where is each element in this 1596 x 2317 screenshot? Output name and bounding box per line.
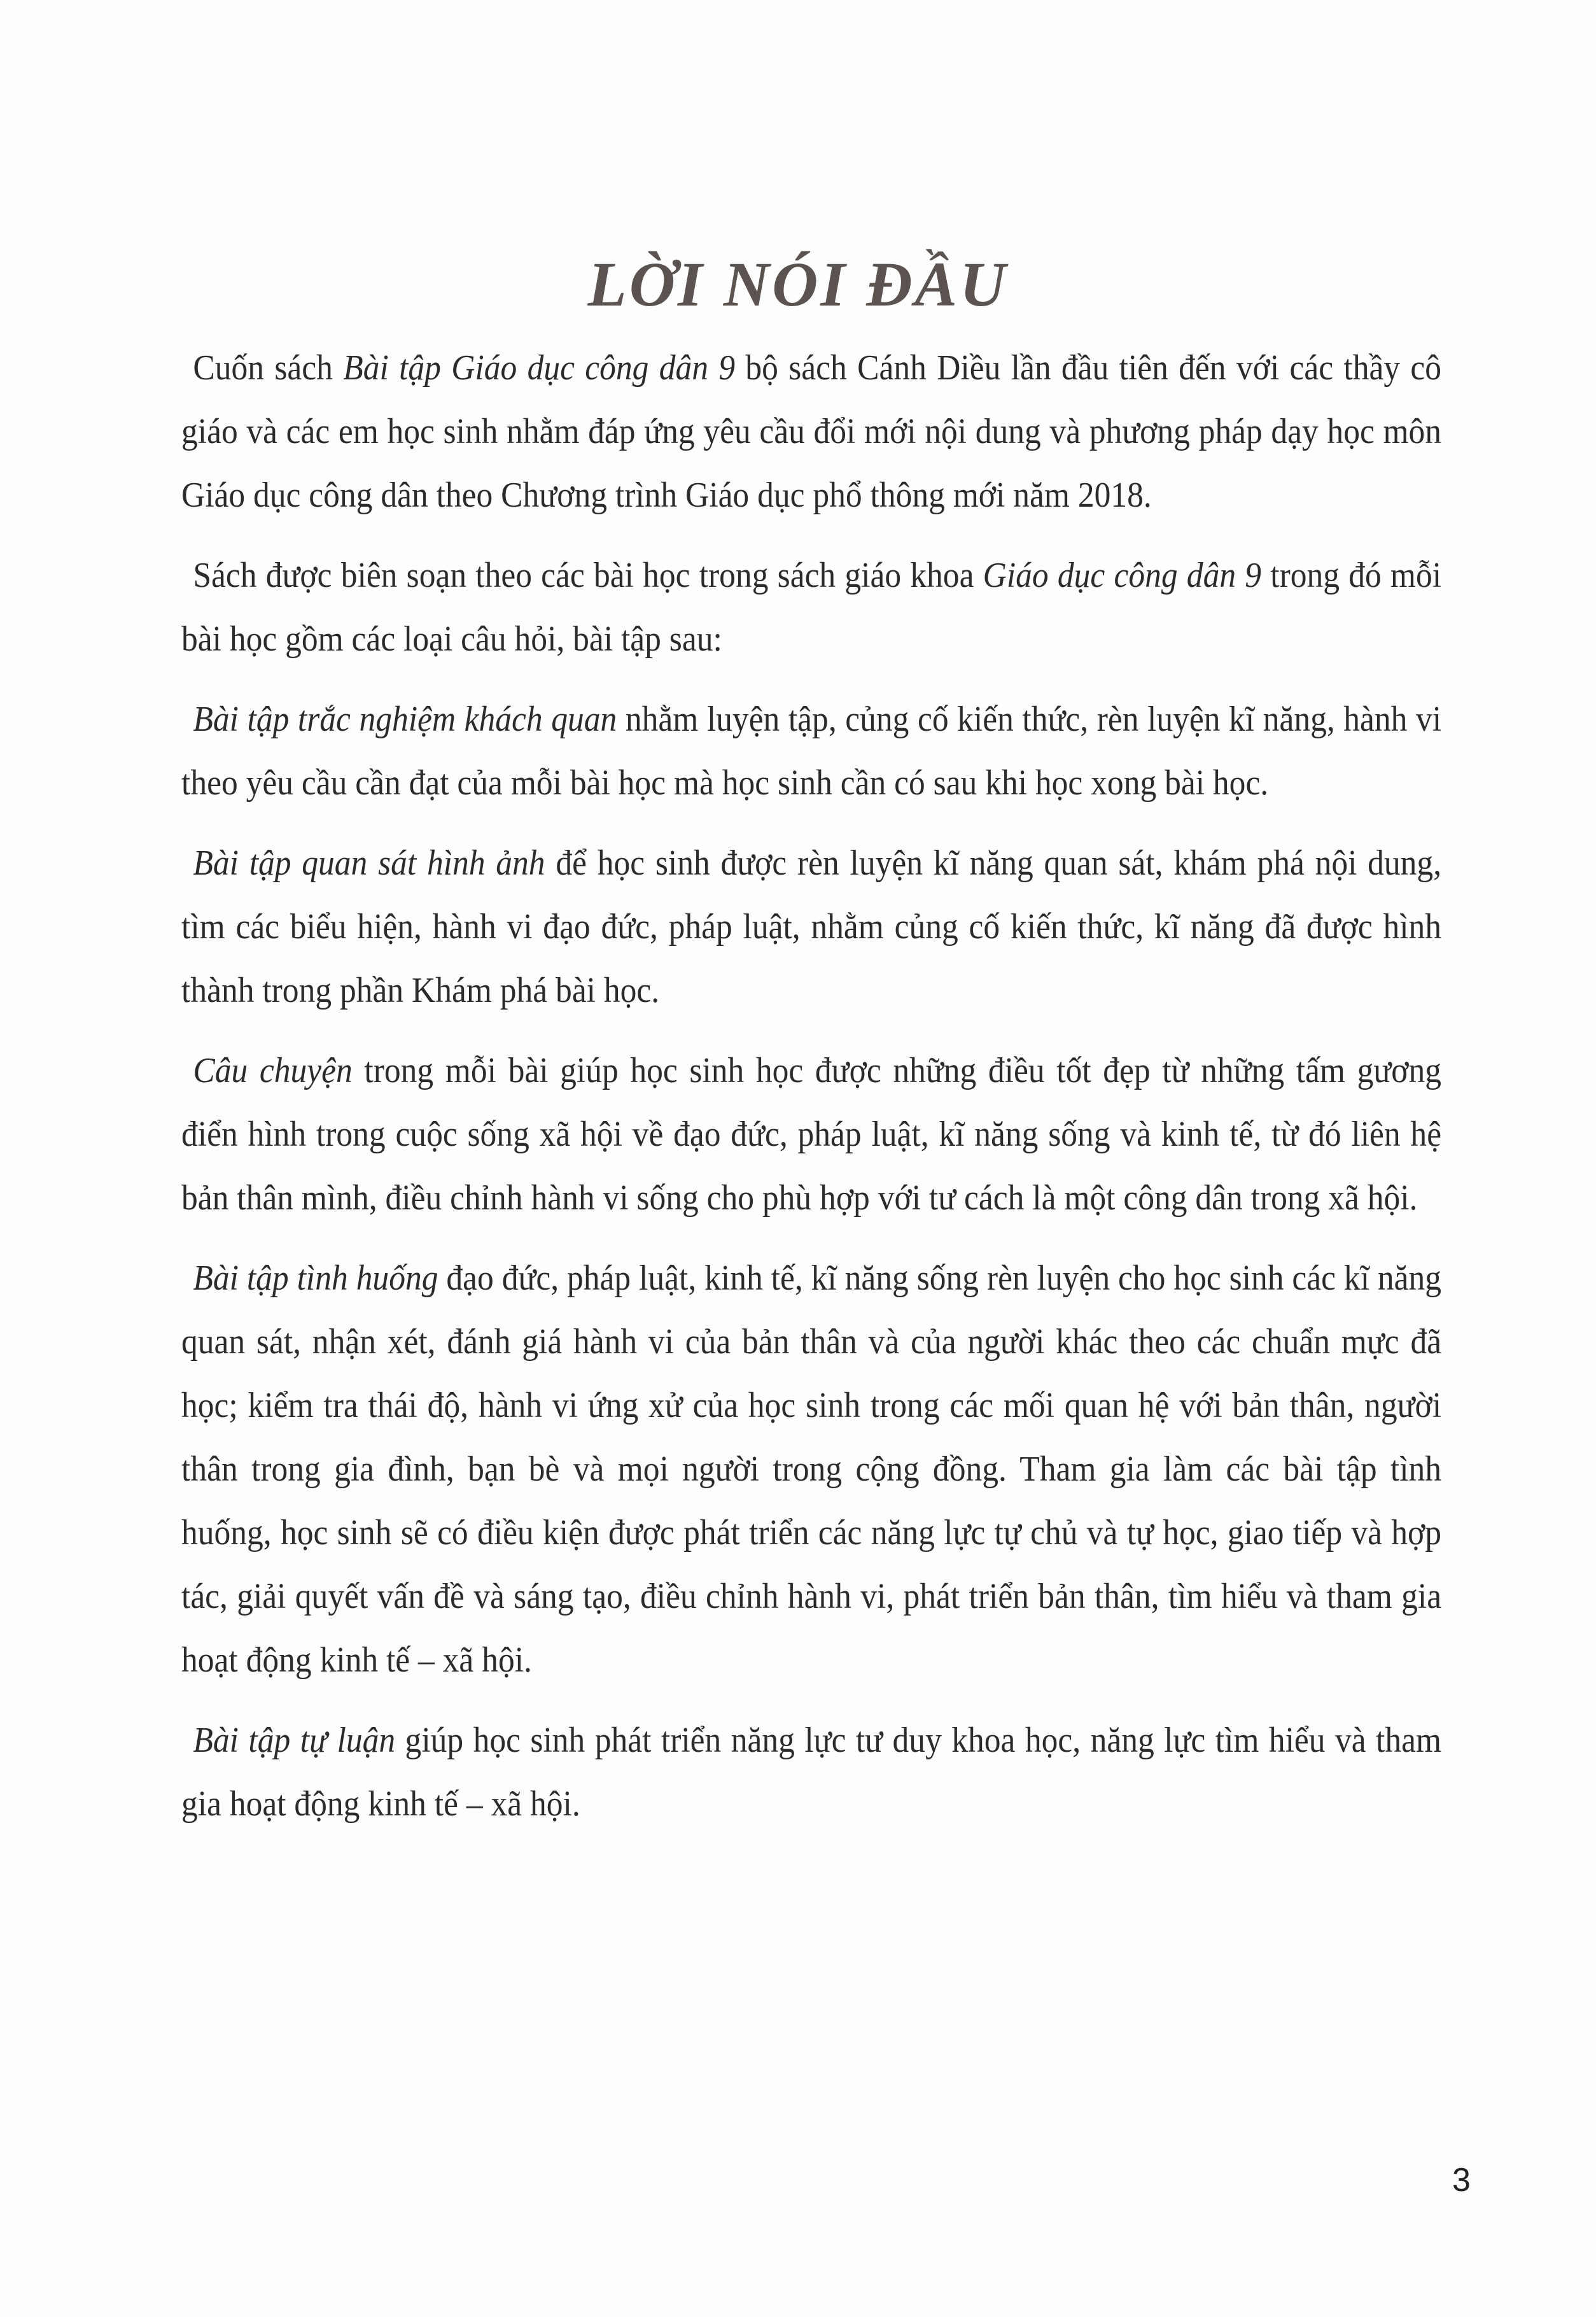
preface-body [181, 336, 1441, 1852]
paragraph-text: bộ sách Cánh Diều lần đầu tiên đến với các thầy cô giáo và các em học sinh nhằm đáp ứng yêu cầu đổi mới nội dung và phương pháp dạy học môn Giáo dục công dân theo Chương trình Giáo dục phổ thông mới năm 2018. [181, 348, 1442, 515]
exercise-type-italic: Bài tập trắc nghiệm khách quan [193, 700, 617, 739]
paragraph-text: nhằm luyện tập, củng cố kiến thức, rèn luyện kĩ năng, hành vi theo yêu cầu cần đạt của mỗi bài học mà học sinh cần có sau khi học xong bài học. [181, 700, 1442, 803]
page-title: LỜI NÓI ĐẦU [587, 249, 1009, 320]
book-title-italic: Bài tập Giáo dục công dân 9 [343, 348, 736, 388]
exercise-type-italic: Bài tập tự luận [193, 1721, 396, 1760]
exercise-type-italic: Câu chuyện [193, 1051, 353, 1090]
exercise-type-italic: Bài tập tình huống [193, 1258, 438, 1298]
paragraph-image-observation [181, 831, 1441, 1022]
paragraph-text: đạo đức, pháp luật, kinh tế, kĩ năng sống rèn luyện cho học sinh các kĩ năng quan sát, nhận xét, đánh giá hành vi của bản thân và của người khác theo các chuẩn mực đã học; kiểm tra thái độ, hành vi ứng xử của học sinh trong các mối quan hệ với bản thân, người thân trong gia đình, bạn bè và mọi người trong cộng đồng. Tham gia làm các bài tập tình huống, học sinh sẽ có điều kiện được phát triển các năng lực tự chủ và tự học, giao tiếp và hợp tác, giải quyết vấn đề và sáng tạo, điều chỉnh hành vi, phát triển bản thân, tìm hiểu và tham gia hoạt động kinh tế – xã hội. [181, 1258, 1442, 1680]
paragraph-multiple-choice [181, 687, 1441, 815]
paragraph-situations [181, 1246, 1441, 1692]
paragraph-text: để học sinh được rèn luyện kĩ năng quan sát, khám phá nội dung, tìm các biểu hiện, hành vi đạo đức, pháp luật, nhằm củng cố kiến thức, kĩ năng đã được hình thành trong phần Khám phá bài học. [181, 843, 1442, 1010]
paragraph-text: trong mỗi bài giúp học sinh học được những điều tốt đẹp từ những tấm gương điển hình trong cuộc sống xã hội về đạo đức, pháp luật, kĩ năng sống và kinh tế, từ đó liên hệ bản thân mình, điều chỉnh hành vi sống cho phù hợp với tư cách là một công dân trong xã hội. [181, 1051, 1442, 1218]
paragraph-text: trong đó mỗi bài học gồm các loại câu hỏi, bài tập sau: [181, 556, 1442, 659]
paragraph-text: Cuốn sách [193, 348, 344, 388]
paragraph-essay [181, 1708, 1441, 1836]
paragraph-text: Sách được biên soạn theo các bài học trong sách giáo khoa [193, 556, 983, 595]
paragraph-text: giúp học sinh phát triển năng lực tư duy khoa học, năng lực tìm hiểu và tham gia hoạt động kinh tế – xã hội. [181, 1721, 1442, 1824]
paragraph-intro [181, 336, 1441, 527]
exercise-type-italic: Bài tập quan sát hình ảnh [193, 843, 545, 883]
page-number: 3 [1452, 2162, 1471, 2199]
textbook-title-italic: Giáo dục công dân 9 [983, 556, 1262, 595]
paragraph-structure [181, 544, 1441, 671]
paragraph-stories [181, 1039, 1441, 1230]
